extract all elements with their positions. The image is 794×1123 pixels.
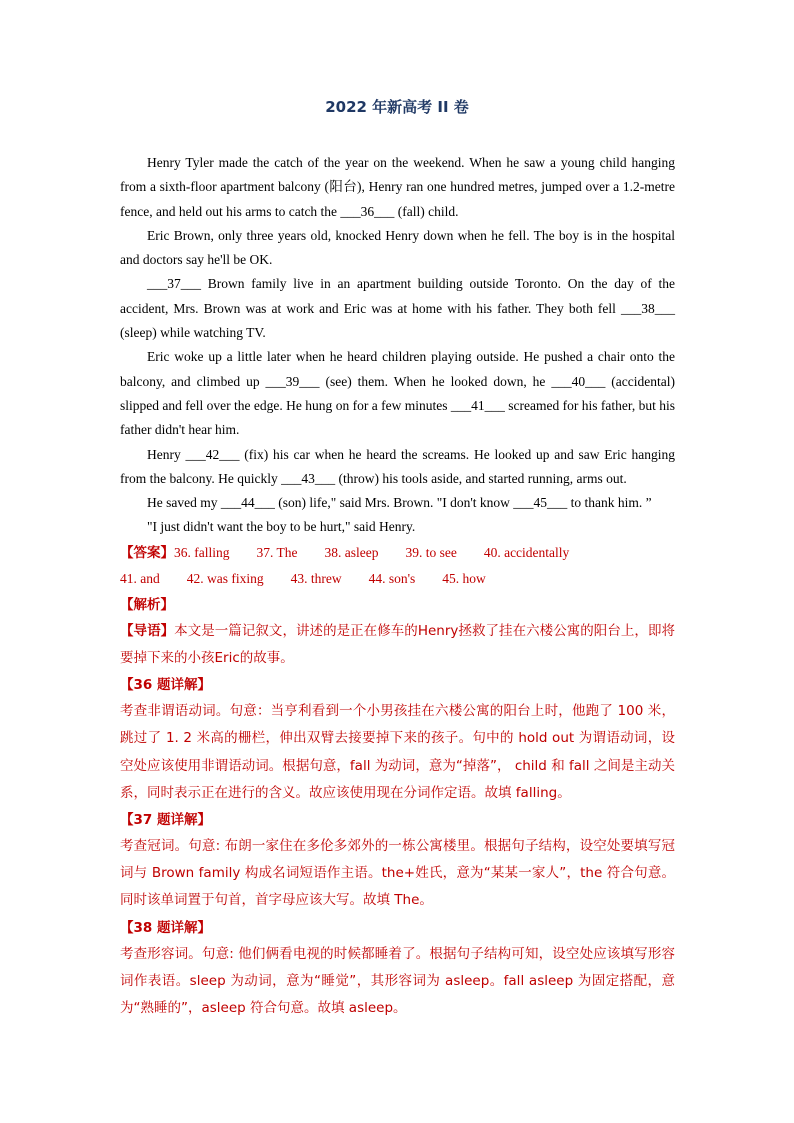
intro-label: 【导语】	[120, 622, 175, 639]
detail-text-36: 考查非谓语动词。句意：当亨利看到一个小男孩挂在六楼公寓的阳台上时，他跑了 100 米，跳过了 1. 2 米高的栅栏，伸出双臂去接要掉下来的孩子。句中的 hold out 为谓语动词，设空处应该使用非谓语动词。根据句意，fall 为动词，意为“掉落”， child 和 fall 之间是主动关系，同时表示正在进行的含义。故应该使用现在分词作定语。故填 falling。	[120, 703, 675, 801]
intro-text: 本文是一篇记叙文，讲述的是正在修车的Henry拯救了挂在六楼公寓的阳台上，即将要掉下来的小孩Eric的故事。	[120, 622, 675, 666]
detail-heading-37: 【37 题详解】	[120, 811, 211, 828]
passage-paragraph: Eric woke up a little later when he heard children playing outside. He pushed a chair onto the balcony, and climbed up ___39___ (see) them. When he looked down, he ___40___ (accidental) slipped and fell over the edge. He hung on for a few minutes ___41___ screamed for his father, but his father didn't hear him.	[120, 349, 675, 438]
detail-text-37: 考查冠词。句意: 布朗一家住在多伦多郊外的一栋公寓楼里。根据句子结构，设空处要填写冠词与 Brown family 构成名词短语作主语。the+姓氏，意为“某某一家人”，the 符合句意。同时该单词置于句首，首字母应该大写。故填 The。	[120, 837, 675, 909]
answer-list-2: 41. and 42. was fixing 43. threw 44. son's 45. how	[120, 570, 486, 586]
passage-paragraph: Henry Tyler made the catch of the year on the weekend. When he saw a young child hanging from a sixth-floor apartment balcony (阳台), Henry ran one hundred metres, jumped over a 1.2-metre fence, and held out his arms to catch the ___36___ (fall) child.	[120, 155, 675, 219]
page-title: 2022 年新高考 II 卷	[325, 98, 469, 116]
document-body	[120, 151, 675, 1022]
detail-heading-36: 【36 题详解】	[120, 677, 211, 694]
passage-paragraph: He saved my ___44___ (son) life," said Mrs. Brown. "I don't know ___45___ to thank him. ”	[147, 495, 652, 511]
passage-paragraph: ___37___ Brown family live in an apartment building outside Toronto. On the day of the accident, Mrs. Brown was at work and Eric was at home with his father. They both fell ___38___ (sleep) while watching TV.	[120, 276, 675, 341]
answer-line	[120, 540, 675, 566]
answer-list-1: 36. falling 37. The 38. asleep 39. to see 40. accidentally	[174, 544, 570, 560]
analysis-heading: 【解析】	[120, 596, 174, 613]
intro-paragraph	[120, 618, 675, 672]
passage-paragraph: Eric Brown, only three years old, knocked Henry down when he fell. The boy is in the hospital and doctors say he'll be OK.	[120, 227, 675, 268]
answer-label: 【答案】	[120, 544, 174, 561]
detail-text-38: 考查形容词。句意: 他们俩看电视的时候都睡着了。根据句子结构可知，设空处应该填写形容词作表语。sleep 为动词，意为“睡觉”，其形容词为 asleep。fall asleep 为固定搭配，意为“熟睡的”，asleep 符合句意。故填 asleep。	[120, 945, 675, 1016]
passage-paragraph: "I just didn't want the boy to be hurt," said Henry.	[147, 519, 416, 535]
detail-heading-38: 【38 题详解】	[120, 919, 211, 936]
passage-paragraph: Henry ___42___ (fix) his car when he heard the screams. He looked up and saw Eric hanging from the balcony. He quickly ___43___ (throw) his tools aside, and started running, arms out.	[120, 446, 675, 486]
